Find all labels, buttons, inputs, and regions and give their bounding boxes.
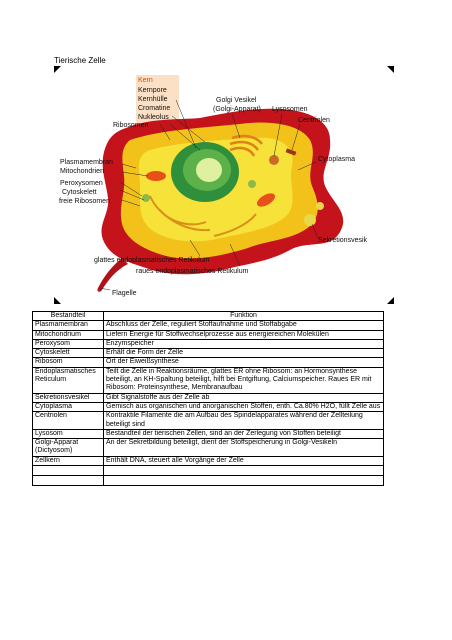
table-row — [33, 367, 384, 393]
cell-function: An der Sekretbildung beteiligt, dient der Stoffspeicherung in Golgi-Vesikeln — [104, 439, 384, 457]
peroxysome — [142, 194, 150, 202]
cell-name: Cytoskelett — [33, 349, 104, 358]
table-row — [33, 439, 384, 457]
peroxysome — [248, 180, 256, 188]
table-row — [33, 429, 384, 438]
table-row — [33, 339, 384, 348]
table-row — [33, 330, 384, 339]
label-glattes-er: glattes endoplasmatisches Retikulum — [94, 257, 210, 264]
header-funktion: Funktion — [104, 312, 384, 321]
cell-name: Golgi-Apparat (Dictyosom) — [33, 439, 104, 457]
cell-function: Bestandteil der tierischen Zellen, sind an der Zerlegung von Stoffen beteiligt — [104, 429, 384, 438]
label-raues-er: raues endoplasmatisches Retikulum — [136, 268, 249, 275]
cell-name: Plasmamembran — [33, 321, 104, 330]
table-row — [33, 358, 384, 367]
cell-illustration — [0, 0, 452, 310]
page-title: Tierische Zelle — [54, 56, 106, 65]
cell-components-table — [32, 311, 384, 486]
cell-name: Ribosom — [33, 358, 104, 367]
cell-name: Zellkern — [33, 456, 104, 465]
label-sekretionsvesik: Sekretionsvesik — [318, 237, 368, 244]
label-cytoskelett: Cytoskelett — [62, 189, 97, 196]
label-golgi-vesikel: Golgi Vesikel — [216, 97, 257, 104]
cell-function: Ort der Eiweißsynthese — [104, 358, 384, 367]
label-lysosomen: Lysosomen — [272, 106, 308, 113]
cell-name: Peroxysom — [33, 339, 104, 348]
cell-name: Cytoplasma — [33, 402, 104, 411]
table-header-row — [33, 312, 384, 321]
empty-row — [33, 466, 384, 476]
lysosome — [269, 155, 279, 165]
cell-name: Lysosom — [33, 429, 104, 438]
cell-function: Gibt Signalstoffe aus der Zelle ab — [104, 393, 384, 402]
label-peroxysomen: Peroxysomen — [60, 180, 103, 187]
empty-row — [33, 476, 384, 486]
label-cromatine: Cromatine — [138, 105, 171, 112]
cell-function: Enzymspeicher — [104, 339, 384, 348]
nucleolus — [196, 158, 222, 182]
cell-function: Gemisch aus organischen und anorganischen Stoffen, enth. Ca.80% H2O, füllt Zelle aus — [104, 402, 384, 411]
empty-cell — [33, 466, 104, 476]
empty-cell — [33, 476, 104, 486]
label-nukleolus: Nukleolus — [138, 114, 169, 121]
label-flagelle: Flagelle — [112, 290, 137, 297]
table-row — [33, 456, 384, 465]
cell-name: Sekretionsvesikel — [33, 393, 104, 402]
cell-name: Centriolen — [33, 412, 104, 430]
table-row — [33, 321, 384, 330]
empty-cell — [104, 466, 384, 476]
label-freie-ribosomen: freie Ribosomen — [59, 198, 110, 205]
label-centriolen: Centriolen — [298, 117, 330, 124]
label-plasmamembran: Plasmamembran — [60, 159, 113, 166]
table-row — [33, 412, 384, 430]
table-row — [33, 349, 384, 358]
cell-function: Abschluss der Zelle, reguliert Stoffaufnahme und Stoffabgabe — [104, 321, 384, 330]
cell-function: Kontraktile Filamente die am Aufbau des Spindelapparates während der Zellteilung beteiligt sind — [104, 412, 384, 430]
label-golgi-apparat: (Golgi-Apparat) — [213, 106, 261, 113]
secretion-vesicle — [316, 202, 324, 210]
cell-name: Endoplasmatisches Reticulum — [33, 367, 104, 393]
label-ribosomen: Ribosomen — [113, 122, 149, 129]
table-row — [33, 402, 384, 411]
secretion-vesicle — [304, 214, 316, 226]
label-mitochondrien: Mitochondrien — [60, 168, 104, 175]
cell-function: Liefern Energie für Stoffwechselprozesse aus energiereichen Molekülen — [104, 330, 384, 339]
table-row — [33, 393, 384, 402]
empty-cell — [104, 476, 384, 486]
label-cytoplasma: Cytoplasma — [318, 156, 355, 163]
cell-name: Mitochondrium — [33, 330, 104, 339]
cell-function: Enthält DNA, steuert alle Vorgänge der Zelle — [104, 456, 384, 465]
label-kernhuelle: Kernhülle — [138, 96, 168, 103]
label-kern: Kern — [138, 77, 153, 84]
cell-function: Erhält die Form der Zelle — [104, 349, 384, 358]
cell-function: Teilt die Zelle in Reaktionsräume, glattes ER ohne Ribosom: an Hormonsynthese beteiligt, an KH-Spaltung beteiligt, hilft bei Entgiftung, Calciumspeicher. Raues ER mit Ribosom: Proteinsynthese, Membranaufbau — [104, 367, 384, 393]
mitochondrion — [146, 171, 166, 181]
label-kernpore: Kernpore — [138, 87, 167, 94]
header-bestandteil: Bestandteil — [33, 312, 104, 321]
